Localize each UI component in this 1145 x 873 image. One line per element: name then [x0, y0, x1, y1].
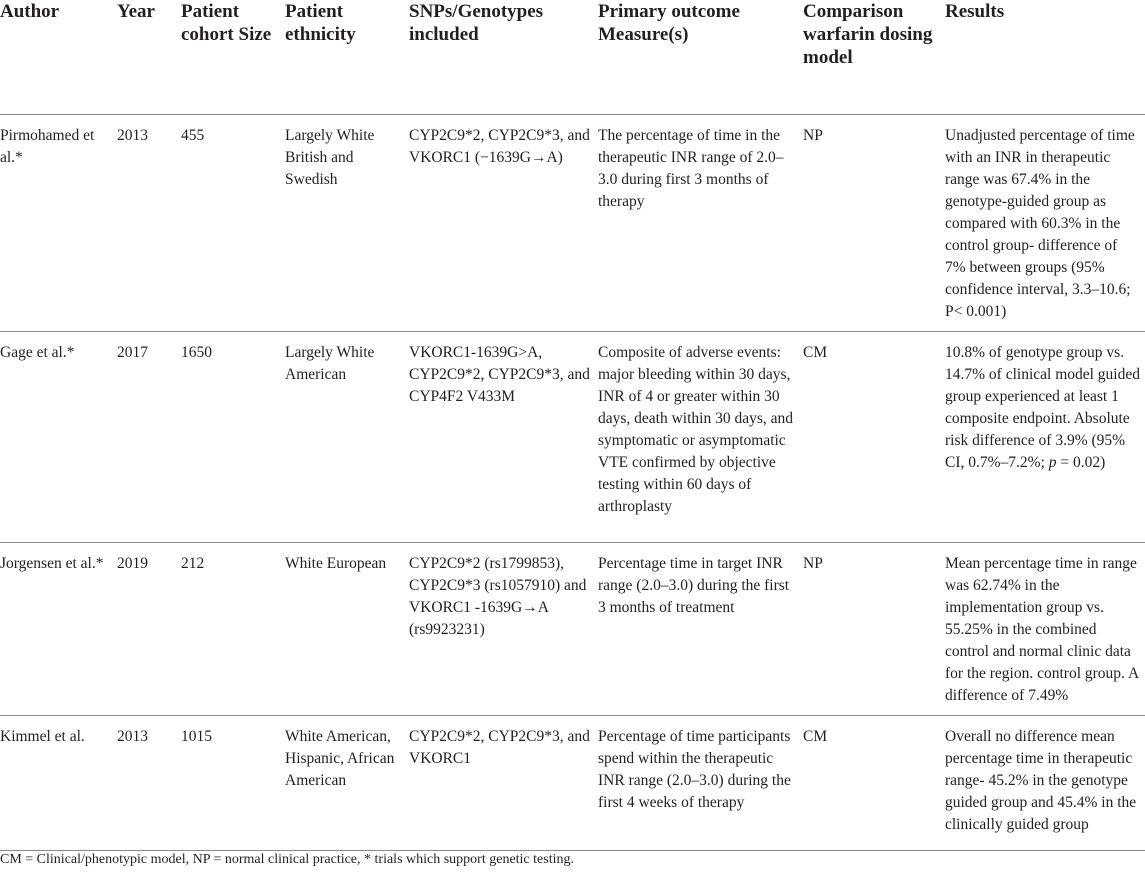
cell-ethnicity: Largely White British and Swedish	[285, 115, 409, 332]
cell-model: NP	[803, 115, 945, 332]
cell-outcome: Percentage of time participants spend within the therapeutic INR range (2.0–3.0) during the first 4 weeks of therapy	[598, 716, 803, 851]
cell-author: Jorgensen et al.*	[0, 543, 117, 716]
cell-model: CM	[803, 716, 945, 851]
table-row	[0, 115, 1145, 332]
table-row	[0, 332, 1145, 543]
cell-year: 2019	[117, 543, 181, 716]
header-cohort-size: Patient cohort Size	[181, 0, 285, 115]
table-row	[0, 716, 1145, 851]
cell-model: NP	[803, 543, 945, 716]
header-row	[0, 0, 1145, 115]
table-footnote: CM = Clinical/phenotypic model, NP = normal clinical practice, * trials which support genetic testing.	[0, 852, 574, 867]
table-row	[0, 543, 1145, 716]
cell-size: 212	[181, 543, 285, 716]
cell-outcome: Composite of adverse events: major bleeding within 30 days, INR of 4 or greater within 30 days, death within 30 days, and symptomatic or asymptomatic VTE confirmed by objective testing within 60 days of arthroplasty	[598, 332, 803, 543]
cell-author: Kimmel et al.	[0, 716, 117, 851]
cell-author: Gage et al.*	[0, 332, 117, 543]
cell-size: 1015	[181, 716, 285, 851]
cell-author: Pirmohamed et al.*	[0, 115, 117, 332]
cell-year: 2013	[117, 115, 181, 332]
header-outcome: Primary outcome Measure(s)	[598, 0, 803, 115]
header-results: Results	[945, 0, 1145, 115]
cell-ethnicity: Largely White American	[285, 332, 409, 543]
cell-size: 1650	[181, 332, 285, 543]
p-symbol: p	[1048, 454, 1057, 471]
header-author: Author	[0, 0, 117, 115]
cell-snps: CYP2C9*2 (rs1799853), CYP2C9*3 (rs1057910) and VKORC1 -1639G→A (rs9923231)	[409, 543, 598, 716]
cell-results: Overall no difference mean percentage time in therapeutic range- 45.2% in the genotype guided group and 45.4% in the clinically guided group	[945, 716, 1145, 851]
results-text: = 0.02)	[1056, 454, 1106, 471]
header-year: Year	[117, 0, 181, 115]
cell-results: Mean percentage time in range was 62.74% in the implementation group vs. 55.25% in the combined control and normal clinic data for the region. control group. A difference of 7.49%	[945, 543, 1145, 716]
results-text: 10.8% of genotype group vs. 14.7% of clinical model guided group experienced at least 1 composite endpoint. Absolute risk difference of 3.9% (95% CI, 0.7%–7.2%;	[945, 344, 1140, 471]
cell-results	[945, 332, 1145, 543]
cell-results: Unadjusted percentage of time with an INR in therapeutic range was 67.4% in the genotype-guided group as compared with 60.3% in the control group- difference of 7% between groups (95% confidence interval, 3.3–10.6; P< 0.001)	[945, 115, 1145, 332]
header-model: Comparison warfarin dosing model	[803, 0, 945, 115]
cell-snps: CYP2C9*2, CYP2C9*3, and VKORC1 (−1639G→A)	[409, 115, 598, 332]
cell-model: CM	[803, 332, 945, 543]
cell-year: 2017	[117, 332, 181, 543]
header-ethnicity: Patient ethnicity	[285, 0, 409, 115]
cell-snps: VKORC1-1639G>A, CYP2C9*2, CYP2C9*3, and CYP4F2 V433M	[409, 332, 598, 543]
cell-outcome: Percentage time in target INR range (2.0–3.0) during the first 3 months of treatment	[598, 543, 803, 716]
cell-snps: CYP2C9*2, CYP2C9*3, and VKORC1	[409, 716, 598, 851]
cell-outcome: The percentage of time in the therapeutic INR range of 2.0–3.0 during first 3 months of therapy	[598, 115, 803, 332]
cell-ethnicity: White American, Hispanic, African American	[285, 716, 409, 851]
cell-size: 455	[181, 115, 285, 332]
cell-year: 2013	[117, 716, 181, 851]
cell-ethnicity: White European	[285, 543, 409, 716]
header-snps: SNPs/Genotypes included	[409, 0, 598, 115]
